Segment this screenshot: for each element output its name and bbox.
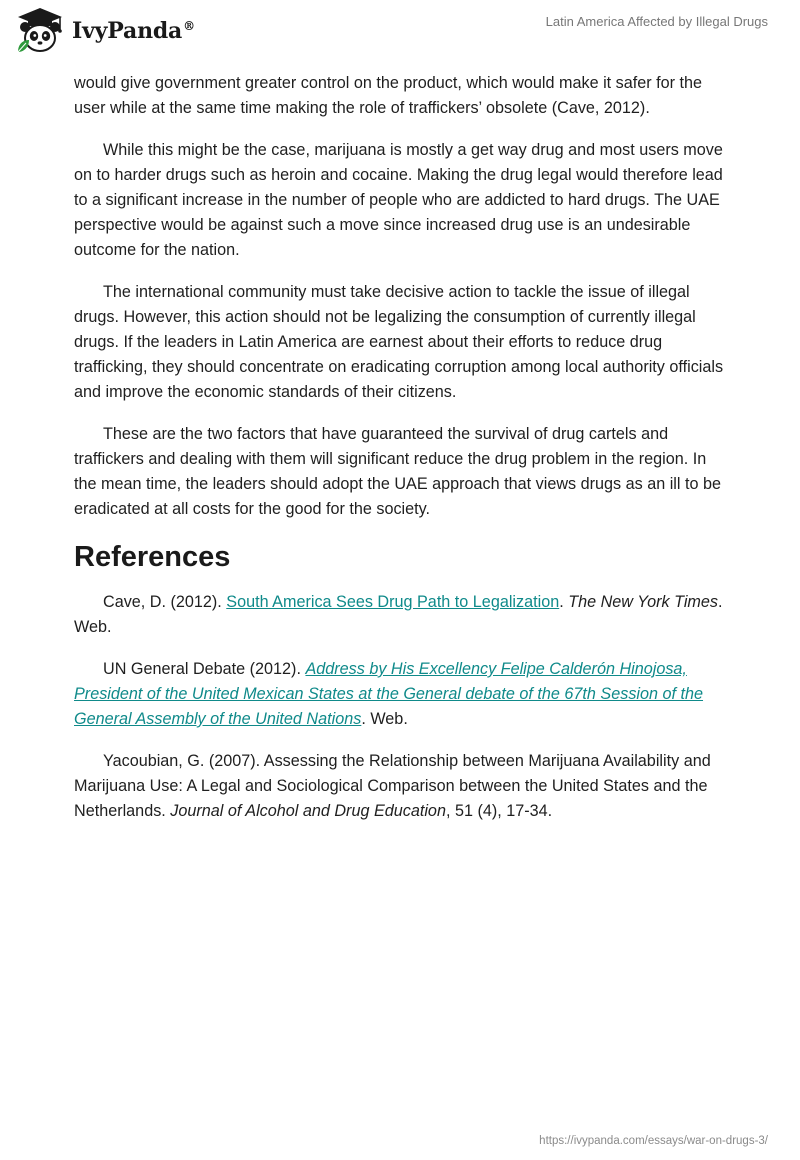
reference-suffix: , 51 (4), 17-34. [445, 802, 553, 820]
reference-suffix: . Web. [361, 710, 408, 728]
document-title: Latin America Affected by Illegal Drugs [545, 14, 768, 29]
brand-name [72, 18, 195, 44]
references-heading: References [74, 541, 231, 573]
footer-url[interactable]: https://ivypanda.com/essays/war-on-drugs-3/ [539, 1135, 768, 1147]
brand-logo[interactable] [14, 6, 195, 56]
panda-graduate-icon [14, 6, 66, 56]
reference-source: Journal of Alcohol and Drug Education [170, 802, 446, 820]
reference-link[interactable]: South America Sees Drug Path to Legalization [226, 593, 560, 611]
reference-item [74, 657, 726, 732]
reference-link[interactable]: Address by His Excellency Felipe Calderón Hinojosa, President of the United Mexican States at the General debate of the 67th Session of the General Assembly of the United Nations [74, 660, 704, 728]
page-header [0, 0, 800, 70]
reference-author: Yacoubian, G. (2007). Assessing the Relationship between Marijuana Availability and Marijuana Use: A Legal and Sociological Comparison between the United States and the Netherlands. [74, 752, 711, 820]
reference-source: The New York Times [568, 593, 719, 611]
reference-separator: . [559, 593, 569, 611]
body-paragraph-4: These are the two factors that have guaranteed the survival of drug cartels and traffickers and dealing with them will significant reduce the drug problem in the region. In the mean time, the leaders should adopt the UAE approach that views drugs as an ill to be eradicated at all costs for the good for the society. [74, 425, 721, 518]
reference-item [74, 590, 726, 640]
body-paragraph-1: would give government greater control on the product, which would make it safer for the user while at the same time making the role of traffickers’ obsolete (Cave, 2012). [74, 74, 703, 117]
body-paragraph-3: The international community must take decisive action to tackle the issue of illegal drugs. However, this action should not be legalizing the consumption of currently illegal drugs. If the leaders in Latin America are earnest about their efforts to reduce drug trafficking, they should concentrate on eradicating corruption among local authority officials and improve the economic standards of their citizens. [74, 283, 724, 401]
reference-author: UN General Debate (2012). [103, 660, 306, 678]
registered-mark: ® [183, 18, 195, 33]
brand-text: IvyPanda [72, 18, 183, 44]
reference-author: Cave, D. (2012). [103, 593, 227, 611]
reference-item [74, 749, 726, 824]
essay-content [74, 71, 726, 841]
body-paragraph-2: While this might be the case, marijuana is mostly a get way drug and most users move on to harder drugs such as heroin and cocaine. Making the drug legal would therefore lead to a significant increase in the number of people who are addicted to hard drugs. The UAE perspective would be against such a move since increased drug use is an undesirable outcome for the nation. [74, 141, 723, 259]
reference-suffix: . Web. [74, 593, 723, 636]
